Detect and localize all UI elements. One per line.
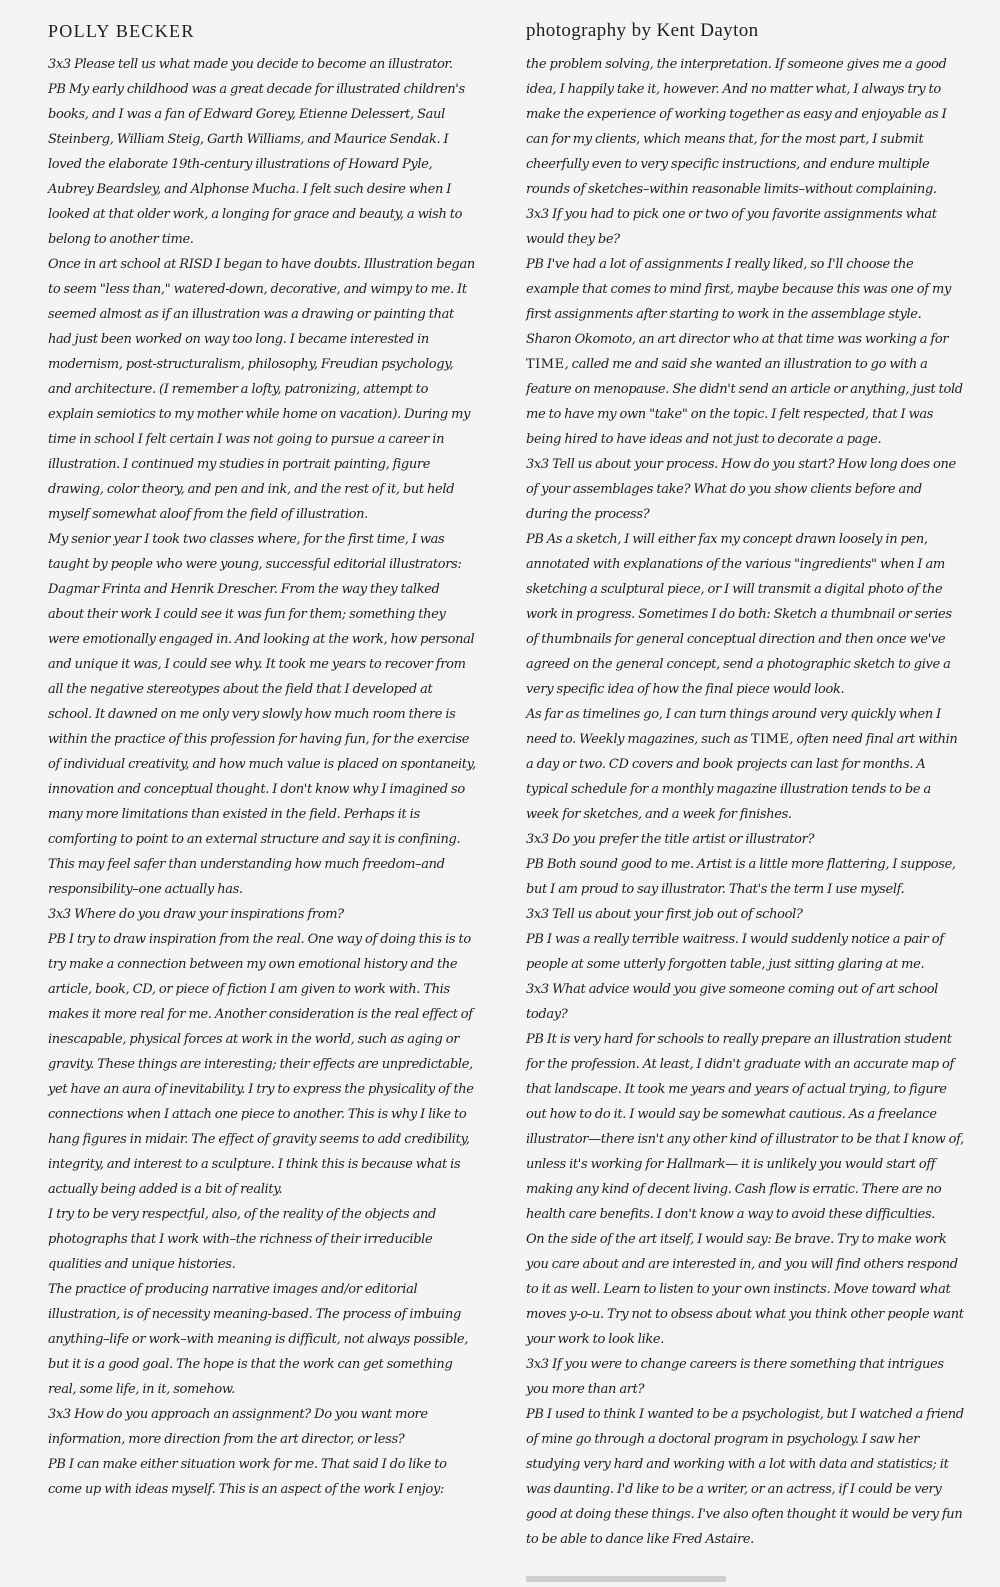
answer-paragraph: PB It is very hard for schools to really prepare an illustration student for the profession. At least, I didn't graduate with an accurate map of that landscape. It took me years and years of actual trying, to figure out how to do it. I would say be somewhat cautious. As a freelance illustrator—there isn't any other kind of illustrator to be that I know of, unless it's working for Hallmark— it is unlikely you would start off making any kind of decent living. Cash flow is erratic. There are no health care benefits. I don't know a way to avoid these difficulties. <box>526 1032 964 1222</box>
question-paragraph: 3x3 Do you prefer the title artist or illustrator? <box>526 832 815 847</box>
cropped-footer-text <box>526 1576 726 1582</box>
answer-text: As far as timelines go, I can turn things around very quickly when I need to. Weekly magazines, such as <box>526 707 941 747</box>
answer-paragraph: the problem solving, the interpretation. If someone gives me a good idea, I happily take it, however. And no matter what, I always try to make the experience of working together as easy and enjoyable as I can for my clients, which means that, for the most part, I submit cheerfully even to very specific instructions, and endure multiple rounds of sketches–within reasonable limits–without complaining. <box>526 57 947 197</box>
answer-paragraph <box>526 252 966 452</box>
answer-paragraph: PB My early childhood was a great decade for illustrated children's books, and I was a fan of Edward Gorey, Etienne Delessert, Saul Steinberg, William Steig, Garth Williams, and Maurice Sendak. I loved the elaborate 19th-century illustrations of Howard Pyle, Aubrey Beardsley, and Alphonse Mucha. I felt such desire when I looked at that older work, a longing for grace and beauty, a wish to belong to another time. <box>48 82 465 247</box>
answer-text: , called me and said she wanted an illustration to go with a feature on menopause. She didn't send an article or anything, just told me to have my own "take" on the topic. I felt respected, that I was being hired to have ideas and not just to decorate a page. <box>526 357 963 447</box>
question-paragraph: 3x3 How do you approach an assignment? Do you want more information, more direction from the art director, or less? <box>48 1407 428 1447</box>
question-paragraph: 3x3 Tell us about your process. How do you start? How long does one of your assemblages take? What do you show clients before and during the process? <box>526 457 956 522</box>
answer-paragraph: PB I can make either situation work for me. That said I do like to come up with ideas myself. This is an aspect of the work I enjoy: <box>48 1457 447 1497</box>
answer-paragraph <box>526 702 966 827</box>
left-column <box>48 18 476 1502</box>
answer-paragraph: PB I try to draw inspiration from the real. One way of doing this is to try make a connection between my own emotional history and the article, book, CD, or piece of fiction I am given to work with. This makes it more real for me. Another consideration is the real effect of inescapable, physical forces at work in the world, such as aging or gravity. These things are interesting; their effects are unpredictable, yet have an aura of inevitability. I try to express the physicality of the connections when I attach one piece to another. This is why I like to hang figures in midair. The effect of gravity seems to add credibility, integrity, and interest to a sculpture. I think this is because what is actually being added is a bit of reality. <box>48 932 474 1197</box>
answer-paragraph: My senior year I took two classes where, for the first time, I was taught by people who were young, successful editorial illustrators: Dagmar Frinta and Henrik Drescher. From the way they talked about their work I could see it was fun for them; something they were emotionally engaged in. And looking at the work, how personal and unique it was, I could see why. It took me years to recover from all the negative stereotypes about the field that I developed at school. It dawned on me only very slowly how much room there is within the practice of this profession for having fun, for the exercise of individual creativity, and how much value is placed on spontaneity, innovation and conceptual thought. I don't know why I imagined so many more limitations than existed in the field. Perhaps it is comforting to point to an external structure and say it is confining. This may feel safer than understanding how much freedom–and responsibility–one actually has. <box>48 532 476 897</box>
question-paragraph: 3x3 Tell us about your first job out of school? <box>526 907 803 922</box>
time-magazine-name: TIME <box>526 357 565 372</box>
answer-paragraph: PB Both sound good to me. Artist is a little more flattering, I suppose, but I am proud to say illustrator. That's the term I use myself. <box>526 857 956 897</box>
time-magazine-name: TIME <box>750 732 790 747</box>
answer-text: , often need final art within a day or two. CD covers and book projects can last for months. A typical schedule for a monthly magazine illustration tends to be a week for sketches, and a week for finishes. <box>526 732 958 822</box>
answer-paragraph: I try to be very respectful, also, of the reality of the objects and photographs that I work with–the richness of their irreducible qualities and unique histories. <box>48 1207 437 1272</box>
photo-credit-header: photography by Kent Dayton <box>526 20 759 41</box>
question-paragraph: 3x3 If you had to pick one or two of you favorite assignments what would they be? <box>526 207 937 247</box>
answer-text: PB I've had a lot of assignments I really liked, so I'll choose the example that comes to mind first, maybe because this was one of my first assignments after starting to work in the assemblage style. Sharon Okomoto, an art director who at that time was working a for <box>526 257 951 347</box>
answer-paragraph: The practice of producing narrative images and/or editorial illustration, is of necessity meaning-based. The process of imbuing anything–life or work–with meaning is difficult, not always possible, but it is a good goal. The hope is that the work can get something real, some life, in it, somehow. <box>48 1282 469 1397</box>
right-column <box>526 18 966 1552</box>
answer-paragraph: Once in art school at RISD I began to have doubts. Illustration began to seem "less than," watered-down, decorative, and wimpy to me. It seemed almost as if an illustration was a drawing or painting that had just been worked on way too long. I became interested in modernism, post-structuralism, philosophy, Freudian psychology, and architecture. (I remember a lofty, patronizing, attempt to explain semiotics to my mother while home on vacation). During my time in school I felt certain I was not going to pursue a career in illustration. I continued my studies in portrait painting, figure drawing, color theory, and pen and ink, and the rest of it, but held myself somewhat aloof from the field of illustration. <box>48 257 475 522</box>
author-name-header: POLLY BECKER <box>48 21 195 41</box>
answer-paragraph: PB I used to think I wanted to be a psychologist, but I watched a friend of mine go through a doctoral program in psychology. I saw her studying very hard and working with a lot with data and statistics; it was daunting. I'd like to be a writer, or an actress, if I could be very good at doing these things. I've also often thought it would be very fun to be able to dance like Fred Astaire. <box>526 1407 964 1547</box>
answer-paragraph: PB As a sketch, I will either fax my concept drawn loosely in pen, annotated with explanations of the various "ingredients" when I am sketching a sculptural piece, or I will transmit a digital photo of the work in progress. Sometimes I do both: Sketch a thumbnail or series of thumbnails for general conceptual direction and then once we've agreed on the general concept, send a photographic sketch to give a very specific idea of how the final piece would look. <box>526 532 952 697</box>
question-paragraph: 3x3 If you were to change careers is there something that intrigues you more than art? <box>526 1357 944 1397</box>
question-paragraph: 3x3 Where do you draw your inspirations from? <box>48 907 344 922</box>
answer-paragraph: PB I was a really terrible waitress. I would suddenly notice a pair of people at some utterly forgotten table, just sitting glaring at me. <box>526 932 944 972</box>
question-paragraph: 3x3 What advice would you give someone coming out of art school today? <box>526 982 938 1022</box>
question-paragraph: 3x3 Please tell us what made you decide to become an illustrator. <box>48 57 453 72</box>
answer-paragraph: On the side of the art itself, I would say: Be brave. Try to make work you care about and are interested in, and you will find others respond to it as well. Learn to listen to your own instincts. Move toward what moves y-o-u. Try not to obsess about what you think other people want your work to look like. <box>526 1232 964 1347</box>
